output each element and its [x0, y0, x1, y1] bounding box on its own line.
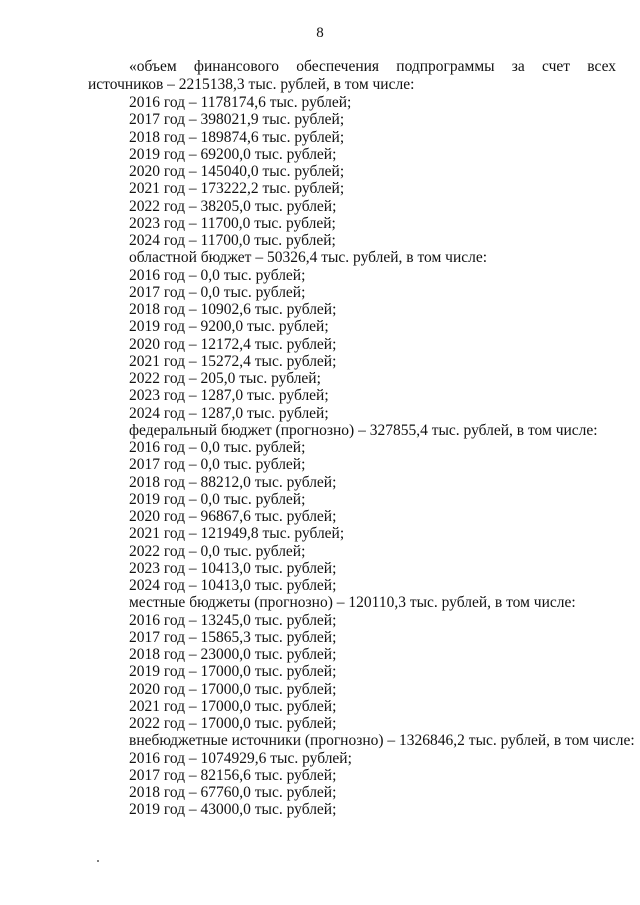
funding-line: 2024 год – 11700,0 тыс. рублей; [129, 232, 336, 249]
funding-line: местные бюджеты (прогнозно) – 120110,3 тыс. рублей, в том числе: [129, 594, 576, 612]
funding-line: 2023 год – 1287,0 тыс. рублей; [129, 387, 329, 405]
funding-line: 2023 год – 10413,0 тыс. рублей; [129, 559, 337, 577]
funding-line: 2019 год – 69200,0 тыс. рублей; [129, 145, 337, 163]
funding-line: федеральный бюджет (прогнозно) – 327855,4 тыс. рублей, в том числе: [129, 421, 598, 439]
funding-line: 2020 год – 12172,4 тыс. рублей; [129, 335, 337, 353]
funding-line: 2017 год – 0,0 тыс. рублей; [129, 283, 306, 301]
intro-line-2: источников – 2215138,3 тыс. рублей, в том числе: [88, 76, 415, 93]
funding-line: 2016 год – 0,0 тыс. рублей; [129, 439, 306, 456]
funding-line: 2021 год – 173222,2 тыс. рублей; [129, 180, 345, 198]
funding-line: 2022 год – 17000,0 тыс. рублей; [129, 715, 337, 732]
funding-lines-list [129, 94, 635, 819]
funding-line: 2020 год – 145040,0 тыс. рублей; [129, 163, 345, 180]
funding-line: 2023 год – 11700,0 тыс. рублей; [129, 214, 336, 232]
funding-line: 2021 год – 15272,4 тыс. рублей; [129, 352, 337, 370]
funding-line: 2017 год – 15865,3 тыс. рублей; [129, 628, 337, 646]
funding-line: 2020 год – 17000,0 тыс. рублей; [129, 680, 337, 698]
funding-line: 2016 год – 0,0 тыс. рублей; [129, 266, 306, 284]
funding-line: 2018 год – 67760,0 тыс. рублей; [129, 784, 337, 801]
funding-line: 2019 год – 0,0 тыс. рублей; [129, 490, 306, 508]
funding-line: 2018 год – 10902,6 тыс. рублей; [129, 301, 337, 318]
funding-line: 2022 год – 38205,0 тыс. рублей; [129, 197, 337, 215]
funding-line: 2024 год – 10413,0 тыс. рублей; [129, 577, 337, 594]
funding-line: 2017 год – 82156,6 тыс. рублей; [129, 766, 337, 784]
funding-line: 2022 год – 205,0 тыс. рублей; [129, 370, 321, 387]
funding-line: 2019 год – 9200,0 тыс. рублей; [129, 318, 329, 336]
funding-line: 2018 год – 88212,0 тыс. рублей; [129, 473, 337, 491]
intro-paragraph [88, 58, 616, 94]
page-number: 8 [316, 25, 324, 41]
funding-line: 2017 год – 398021,9 тыс. рублей; [129, 111, 345, 129]
intro-line-1: «объем финансового обеспечения подпрограммы за счет всех [129, 58, 616, 75]
funding-line: 2019 год – 43000,0 тыс. рублей; [129, 801, 337, 819]
funding-line: областной бюджет – 50326,4 тыс. рублей, в том числе: [129, 249, 488, 267]
funding-line: 2021 год – 121949,8 тыс. рублей; [129, 525, 345, 543]
funding-line: внебюджетные источники (прогнозно) – 1326846,2 тыс. рублей, в том числе: [129, 732, 635, 750]
funding-line: 2024 год – 1287,0 тыс. рублей; [129, 404, 329, 422]
funding-line: 2022 год – 0,0 тыс. рублей; [129, 542, 306, 560]
funding-line: 2018 год – 189874,6 тыс. рублей; [129, 128, 345, 146]
funding-line: 2016 год – 13245,0 тыс. рублей; [129, 611, 337, 629]
funding-line: 2019 год – 17000,0 тыс. рублей; [129, 663, 337, 681]
funding-line: 2017 год – 0,0 тыс. рублей; [129, 456, 306, 474]
scan-speck [97, 860, 99, 862]
funding-line: 2016 год – 1178174,6 тыс. рублей; [129, 94, 352, 111]
funding-line: 2020 год – 96867,6 тыс. рублей; [129, 508, 337, 525]
funding-line: 2021 год – 17000,0 тыс. рублей; [129, 697, 337, 715]
funding-line: 2018 год – 23000,0 тыс. рублей; [129, 646, 337, 663]
funding-line: 2016 год – 1074929,6 тыс. рублей; [129, 749, 352, 767]
